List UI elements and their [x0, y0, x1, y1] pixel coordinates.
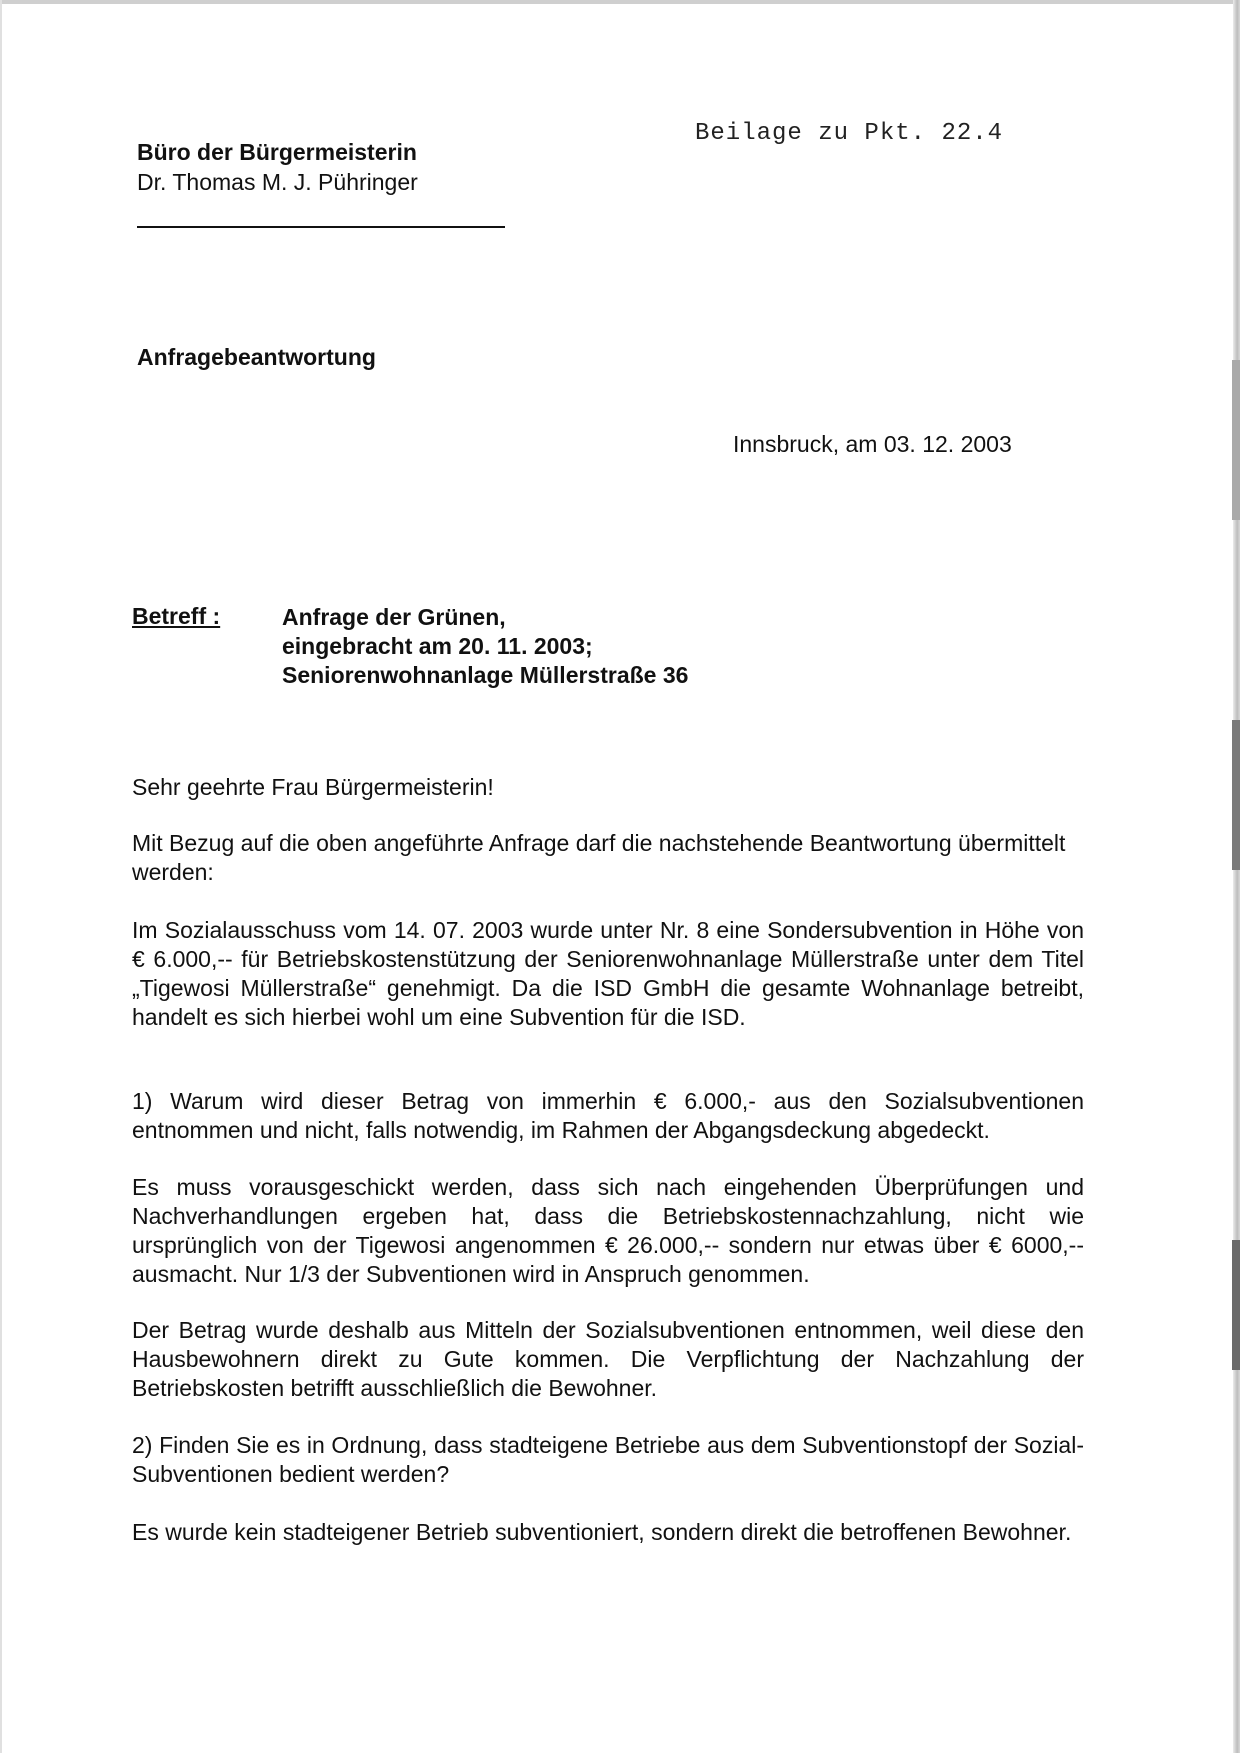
- paragraph-intro: Mit Bezug auf die oben angeführte Anfrage darf die nachstehende Beantwortung übermittelt werden:: [132, 830, 1066, 885]
- paragraph-inquiry-context: Im Sozialausschuss vom 14. 07. 2003 wurde unter Nr. 8 eine Sondersubvention in Höhe von € 6.000,-- für Betriebskostenstützung der Seniorenwohnanlage Müllerstraße unter dem Titel „Tigewosi Müllerstraße“ genehmigt. Da die ISD GmbH die gesamte Wohnanlage betreibt, handelt es sich hierbei wohl um eine Subvention für die ISD.: [132, 917, 1084, 1030]
- subject-line: eingebracht am 20. 11. 2003;: [282, 633, 593, 659]
- scan-edge-shadow: [1232, 1240, 1240, 1370]
- attachment-stamp: Beilage zu Pkt. 22.4: [695, 120, 1004, 147]
- subject-line: Anfrage der Grünen,: [282, 604, 506, 630]
- paragraph-answer-1b: Der Betrag wurde deshalb aus Mitteln der Sozialsubventionen entnommen, weil diese den Hausbewohnern direkt zu Gute kommen. Die Verpflichtung der Nachzahlung der Betriebskosten betrifft ausschließlich die Bewohner.: [132, 1317, 1084, 1401]
- scan-edge-top: [0, 0, 1240, 4]
- paragraph-answer-2: Es wurde kein stadteigener Betrieb subventioniert, sondern direkt die betroffenen Bewohner.: [132, 1519, 1072, 1545]
- scan-edge-shadow: [1232, 720, 1240, 870]
- scan-edge-left: [0, 0, 2, 1753]
- document-title: Anfragebeantwortung: [137, 344, 376, 370]
- header-divider: [137, 226, 505, 228]
- subject-label: Betreff :: [132, 603, 221, 629]
- salutation: Sehr geehrte Frau Bürgermeisterin!: [132, 774, 494, 800]
- scan-edge-shadow: [1232, 360, 1240, 520]
- paragraph-question-2: 2) Finden Sie es in Ordnung, dass stadteigene Betriebe aus dem Subventionstopf der Sozial-Subventionen bedient werden?: [132, 1432, 1084, 1487]
- paragraph-question-1: 1) Warum wird dieser Betrag von immerhin € 6.000,- aus den Sozialsubventionen entnommen und nicht, falls notwendig, im Rahmen der Abgangsdeckung abgedeckt.: [132, 1088, 1084, 1143]
- subject-line: Seniorenwohnanlage Müllerstraße 36: [282, 662, 689, 688]
- sender-office: Büro der Bürgermeisterin: [137, 139, 417, 165]
- scan-edge-right: [1233, 0, 1240, 1753]
- subject-text: [282, 603, 688, 690]
- paragraph-answer-1a: Es muss vorausgeschickt werden, dass sich nach eingehenden Überprüfungen und Nachverhandlungen ergeben hat, dass die Betriebskostennachzahlung, nicht wie ursprünglich von der Tigewosi angenommen € 26.000,-- sondern nur etwas über € 6000,-- ausmacht. Nur 1/3 der Subventionen wird in Anspruch genommen.: [132, 1174, 1084, 1287]
- place-date: Innsbruck, am 03. 12. 2003: [733, 431, 1012, 457]
- sender-name: Dr. Thomas M. J. Pühringer: [137, 169, 418, 195]
